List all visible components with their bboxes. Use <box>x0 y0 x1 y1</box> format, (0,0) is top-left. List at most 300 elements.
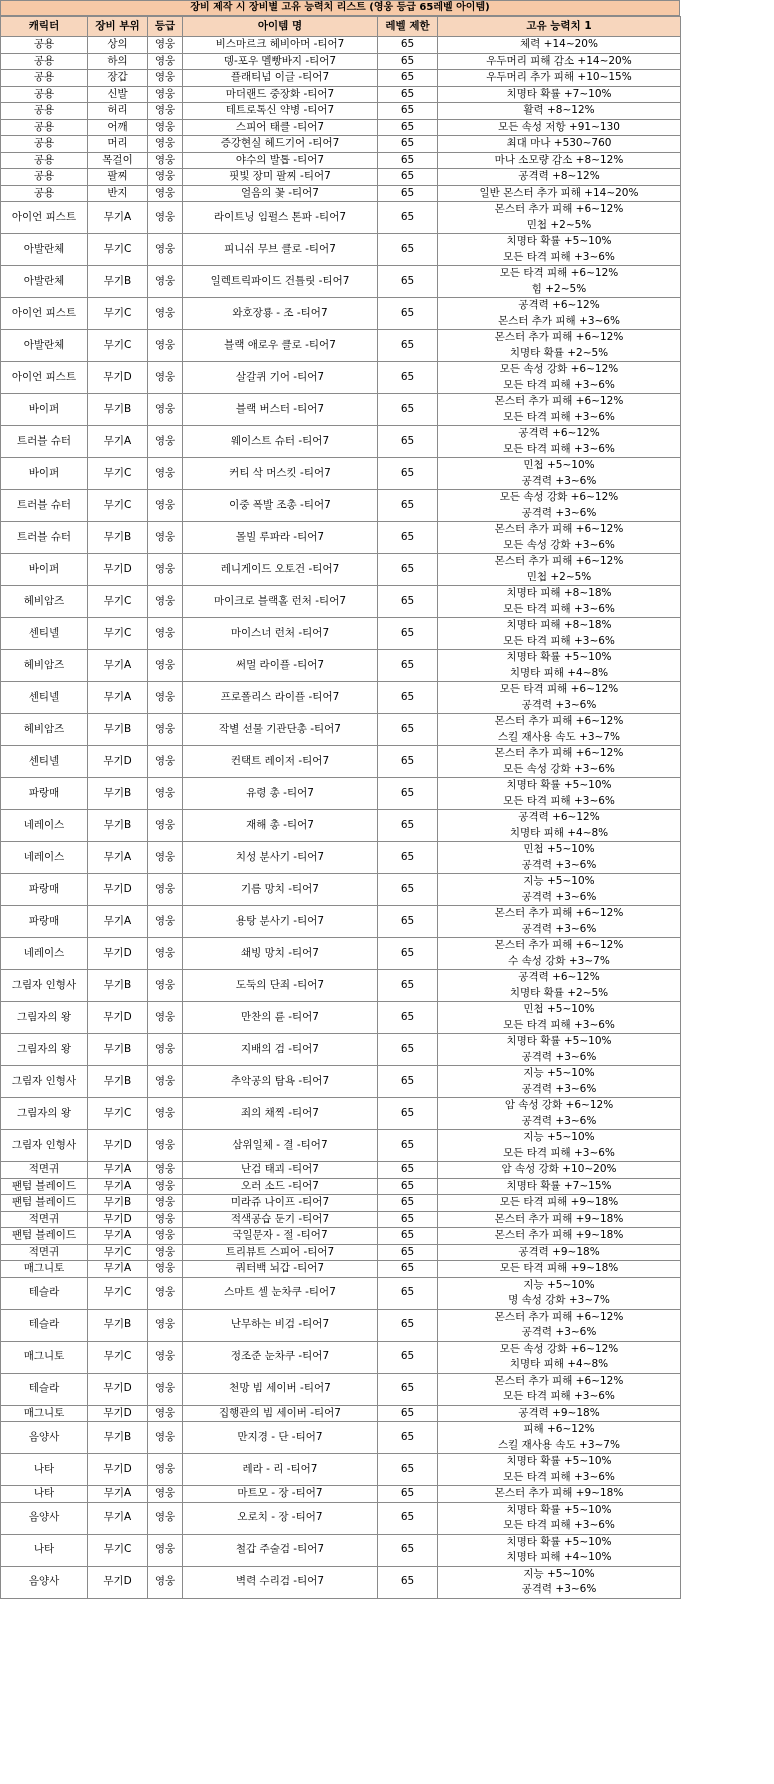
table-row <box>1 874 681 906</box>
cell-item-name: 유령 총 -티어7 <box>183 778 378 810</box>
cell-slot: 무기C <box>88 234 148 266</box>
table-row <box>1 1211 681 1228</box>
ability-line: 모든 타격 피해 +9~18% <box>499 1262 619 1274</box>
cell-character: 그림자 인형사 <box>1 1066 88 1098</box>
table-row <box>1 1534 681 1566</box>
cell-ability <box>438 234 681 266</box>
cell-item-name: 추악공의 탐욕 -티어7 <box>183 1066 378 1098</box>
cell-item-name: 마트모 - 장 -티어7 <box>183 1486 378 1503</box>
table-row <box>1 938 681 970</box>
table-row <box>1 103 681 120</box>
cell-ability <box>438 970 681 1002</box>
ability-line: 치명타 피해 +4~8% <box>509 826 609 839</box>
cell-character: 그림자의 왕 <box>1 1034 88 1066</box>
ability-line: 모든 타격 피해 +3~6% <box>503 1390 615 1402</box>
cell-slot: 무기A <box>88 1228 148 1245</box>
ability-line: 모든 속성 강화 +3~6% <box>503 762 615 775</box>
ability-line: 몬스터 추가 피해 +6~12% <box>494 395 624 407</box>
ability-line: 공격력 +6~12% <box>518 971 600 983</box>
ability-line: 지능 +5~10% <box>523 1067 595 1079</box>
cell-ability <box>438 185 681 202</box>
ability-line: 공격력 +6~12% <box>518 299 600 311</box>
cell-ability <box>438 1454 681 1486</box>
table-row <box>1 86 681 103</box>
ability-line: 모든 타격 피해 +3~6% <box>503 1470 615 1483</box>
cell-item-name: 야수의 발톱 -티어7 <box>183 152 378 169</box>
cell-character: 아이언 피스트 <box>1 298 88 330</box>
cell-character: 공용 <box>1 37 88 54</box>
cell-item-name: 웨이스트 슈터 -티어7 <box>183 426 378 458</box>
cell-grade: 영웅 <box>148 53 183 70</box>
ability-line: 몬스터 추가 피해 +9~18% <box>494 1487 624 1499</box>
cell-slot: 무기B <box>88 714 148 746</box>
ability-line: 민첩 +2~5% <box>526 570 592 583</box>
cell-slot: 무기B <box>88 1422 148 1454</box>
cell-ability <box>438 394 681 426</box>
cell-grade: 영웅 <box>148 1277 183 1309</box>
cell-slot: 무기A <box>88 1261 148 1278</box>
table-row <box>1 746 681 778</box>
cell-grade: 영웅 <box>148 714 183 746</box>
table-row <box>1 1002 681 1034</box>
cell-character: 공용 <box>1 70 88 87</box>
ability-line: 모든 타격 피해 +3~6% <box>503 250 615 263</box>
cell-item-name: 작별 선물 기관단총 -티어7 <box>183 714 378 746</box>
table-row <box>1 1228 681 1245</box>
cell-ability <box>438 778 681 810</box>
table-row <box>1 1309 681 1341</box>
ability-line: 공격력 +3~6% <box>521 1326 597 1338</box>
cell-character: 파랑매 <box>1 874 88 906</box>
cell-ability <box>438 86 681 103</box>
sheet-title: 장비 제작 시 장비별 고유 능력치 리스트 (영웅 등급 65레벨 아이템) <box>0 0 680 16</box>
cell-level: 65 <box>378 1534 438 1566</box>
cell-slot: 무기C <box>88 1098 148 1130</box>
cell-ability <box>438 266 681 298</box>
cell-slot: 무기C <box>88 1244 148 1261</box>
cell-ability <box>438 1566 681 1598</box>
cell-slot: 반지 <box>88 185 148 202</box>
table-row <box>1 810 681 842</box>
cell-grade: 영웅 <box>148 103 183 120</box>
header-grade: 등급 <box>148 17 183 37</box>
cell-item-name: 블랙 버스터 -티어7 <box>183 394 378 426</box>
cell-character: 나타 <box>1 1454 88 1486</box>
cell-slot: 무기B <box>88 522 148 554</box>
cell-level: 65 <box>378 522 438 554</box>
table-row <box>1 1066 681 1098</box>
ability-line: 공격력 +3~6% <box>521 506 597 519</box>
cell-grade: 영웅 <box>148 1534 183 1566</box>
cell-slot: 신발 <box>88 86 148 103</box>
cell-level: 65 <box>378 53 438 70</box>
table-row <box>1 266 681 298</box>
cell-level: 65 <box>378 1034 438 1066</box>
cell-level: 65 <box>378 298 438 330</box>
cell-ability <box>438 1195 681 1212</box>
cell-item-name: 천망 빔 세이버 -티어7 <box>183 1373 378 1405</box>
cell-grade: 영웅 <box>148 970 183 1002</box>
cell-grade: 영웅 <box>148 906 183 938</box>
cell-level: 65 <box>378 1244 438 1261</box>
table-row <box>1 362 681 394</box>
cell-ability <box>438 37 681 54</box>
cell-character: 팬텀 블레이드 <box>1 1228 88 1245</box>
cell-level: 65 <box>378 169 438 186</box>
cell-item-name: 난무하는 비검 -티어7 <box>183 1309 378 1341</box>
ability-line: 모든 타격 피해 +3~6% <box>503 794 615 807</box>
table-row <box>1 394 681 426</box>
cell-item-name: 기름 망치 -티어7 <box>183 874 378 906</box>
table-row <box>1 522 681 554</box>
cell-slot: 무기A <box>88 1178 148 1195</box>
table-row <box>1 586 681 618</box>
cell-item-name: 도둑의 단죄 -티어7 <box>183 970 378 1002</box>
cell-character: 매그니토 <box>1 1341 88 1373</box>
cell-level: 65 <box>378 1098 438 1130</box>
cell-slot: 무기D <box>88 1454 148 1486</box>
cell-slot: 팔찌 <box>88 169 148 186</box>
cell-character: 음양사 <box>1 1566 88 1598</box>
cell-character: 적면귀 <box>1 1244 88 1261</box>
ability-line: 치명타 피해 +8~18% <box>506 619 612 631</box>
table-row <box>1 714 681 746</box>
cell-character: 팬텀 블레이드 <box>1 1195 88 1212</box>
cell-grade: 영웅 <box>148 1002 183 1034</box>
ability-line: 치명타 확률 +5~10% <box>506 1503 612 1516</box>
ability-line: 모든 타격 피해 +3~6% <box>503 1519 615 1531</box>
table-row <box>1 185 681 202</box>
cell-grade: 영웅 <box>148 1566 183 1598</box>
cell-character: 센티넬 <box>1 618 88 650</box>
cell-character: 아발란체 <box>1 234 88 266</box>
cell-slot: 하의 <box>88 53 148 70</box>
cell-slot: 무기B <box>88 810 148 842</box>
ability-line: 민첩 +5~10% <box>523 459 595 471</box>
ability-line: 모든 타격 피해 +9~18% <box>499 1196 619 1208</box>
cell-level: 65 <box>378 490 438 522</box>
cell-grade: 영웅 <box>148 202 183 234</box>
cell-slot: 무기D <box>88 1002 148 1034</box>
cell-level: 65 <box>378 202 438 234</box>
cell-grade: 영웅 <box>148 522 183 554</box>
cell-slot: 무기B <box>88 1066 148 1098</box>
cell-item-name: 비스마르크 헤비아머 -티어7 <box>183 37 378 54</box>
ability-line: 지능 +5~10% <box>523 1131 595 1143</box>
cell-ability <box>438 1228 681 1245</box>
cell-level: 65 <box>378 714 438 746</box>
table-row <box>1 842 681 874</box>
cell-ability <box>438 1486 681 1503</box>
ability-line: 치명타 확률 +5~10% <box>506 779 612 791</box>
cell-ability <box>438 1244 681 1261</box>
cell-ability <box>438 152 681 169</box>
cell-character: 바이퍼 <box>1 554 88 586</box>
ability-line: 모든 타격 피해 +6~12% <box>499 683 619 695</box>
cell-grade: 영웅 <box>148 842 183 874</box>
cell-grade: 영웅 <box>148 490 183 522</box>
cell-item-name: 커티 삭 머스킷 -티어7 <box>183 458 378 490</box>
ability-line: 암 속성 강화 +10~20% <box>501 1163 617 1175</box>
ability-line: 체력 +14~20% <box>520 38 598 50</box>
ability-line: 몬스터 추가 피해 +6~12% <box>494 747 624 759</box>
cell-ability <box>438 618 681 650</box>
cell-item-name: 핏빛 장미 팔찌 -티어7 <box>183 169 378 186</box>
cell-grade: 영웅 <box>148 152 183 169</box>
cell-level: 65 <box>378 185 438 202</box>
cell-ability <box>438 1277 681 1309</box>
cell-character: 테슬라 <box>1 1277 88 1309</box>
cell-level: 65 <box>378 682 438 714</box>
ability-line: 몬스터 추가 피해 +6~12% <box>494 523 624 535</box>
cell-item-name: 얼음의 꽃 -티어7 <box>183 185 378 202</box>
cell-level: 65 <box>378 1228 438 1245</box>
ability-line: 몬스터 추가 피해 +6~12% <box>494 939 624 951</box>
cell-character: 바이퍼 <box>1 458 88 490</box>
ability-line: 모든 타격 피해 +3~6% <box>503 1146 615 1159</box>
cell-level: 65 <box>378 1130 438 1162</box>
cell-item-name: 뎅-포우 멜빵바지 -티어7 <box>183 53 378 70</box>
cell-character: 그림자 인형사 <box>1 970 88 1002</box>
cell-item-name: 라이트닝 임펄스 톤파 -티어7 <box>183 202 378 234</box>
ability-line: 스킬 재사용 속도 +3~7% <box>498 730 620 743</box>
ability-line: 공격력 +6~12% <box>518 811 600 823</box>
cell-item-name: 피니쉬 무브 클로 -티어7 <box>183 234 378 266</box>
cell-ability <box>438 169 681 186</box>
cell-level: 65 <box>378 1002 438 1034</box>
cell-slot: 무기A <box>88 1162 148 1179</box>
cell-grade: 영웅 <box>148 1422 183 1454</box>
cell-level: 65 <box>378 1502 438 1534</box>
table-row <box>1 1502 681 1534</box>
cell-item-name: 마더랜드 중장화 -티어7 <box>183 86 378 103</box>
cell-grade: 영웅 <box>148 1178 183 1195</box>
cell-item-name: 치성 분사기 -티어7 <box>183 842 378 874</box>
ability-line: 몬스터 추가 피해 +3~6% <box>498 314 620 327</box>
cell-grade: 영웅 <box>148 1309 183 1341</box>
cell-grade: 영웅 <box>148 1130 183 1162</box>
table-row <box>1 1098 681 1130</box>
cell-item-name: 몰빌 루파라 -티어7 <box>183 522 378 554</box>
cell-level: 65 <box>378 330 438 362</box>
cell-level: 65 <box>378 874 438 906</box>
cell-slot: 무기D <box>88 938 148 970</box>
cell-item-name: 삼위일체 - 결 -티어7 <box>183 1130 378 1162</box>
cell-ability <box>438 1211 681 1228</box>
cell-grade: 영웅 <box>148 1162 183 1179</box>
cell-grade: 영웅 <box>148 1098 183 1130</box>
cell-item-name: 오로치 - 장 -티어7 <box>183 1502 378 1534</box>
ability-line: 치명타 확률 +5~10% <box>506 1035 612 1047</box>
cell-character: 공용 <box>1 103 88 120</box>
cell-slot: 상의 <box>88 37 148 54</box>
ability-line: 모든 타격 피해 +3~6% <box>503 442 615 455</box>
cell-slot: 무기B <box>88 1309 148 1341</box>
ability-line: 공격력 +3~6% <box>521 1050 597 1063</box>
cell-character: 테슬라 <box>1 1309 88 1341</box>
table-row <box>1 426 681 458</box>
table-row <box>1 1486 681 1503</box>
cell-slot: 무기D <box>88 874 148 906</box>
ability-line: 공격력 +3~6% <box>521 1082 597 1095</box>
cell-ability <box>438 842 681 874</box>
table-row <box>1 1422 681 1454</box>
ability-line: 명 속성 강화 +3~7% <box>508 1294 610 1306</box>
ability-line: 최대 마나 +530~760 <box>506 137 612 149</box>
item-table <box>0 16 681 1599</box>
table-row <box>1 169 681 186</box>
cell-grade: 영웅 <box>148 1034 183 1066</box>
cell-grade: 영웅 <box>148 330 183 362</box>
cell-level: 65 <box>378 103 438 120</box>
cell-grade: 영웅 <box>148 618 183 650</box>
cell-character: 공용 <box>1 136 88 153</box>
cell-item-name: 테트로톡신 약병 -티어7 <box>183 103 378 120</box>
cell-grade: 영웅 <box>148 119 183 136</box>
cell-grade: 영웅 <box>148 746 183 778</box>
cell-slot: 무기D <box>88 1566 148 1598</box>
cell-ability <box>438 202 681 234</box>
cell-item-name: 마이스너 런처 -티어7 <box>183 618 378 650</box>
cell-slot: 무기A <box>88 842 148 874</box>
cell-grade: 영웅 <box>148 586 183 618</box>
cell-grade: 영웅 <box>148 1244 183 1261</box>
cell-slot: 무기C <box>88 586 148 618</box>
cell-item-name: 증강현실 헤드기어 -티어7 <box>183 136 378 153</box>
ability-line: 모든 타격 피해 +6~12% <box>499 267 619 279</box>
cell-level: 65 <box>378 618 438 650</box>
cell-level: 65 <box>378 906 438 938</box>
ability-line: 모든 타격 피해 +3~6% <box>503 1018 615 1031</box>
ability-line: 치명타 확률 +5~10% <box>506 1455 612 1467</box>
cell-level: 65 <box>378 234 438 266</box>
cell-ability <box>438 522 681 554</box>
cell-level: 65 <box>378 810 438 842</box>
table-row <box>1 490 681 522</box>
ability-line: 모든 속성 강화 +6~12% <box>499 363 619 375</box>
ability-line: 힘 +2~5% <box>531 282 587 295</box>
cell-slot: 무기B <box>88 970 148 1002</box>
table-row <box>1 53 681 70</box>
cell-grade: 영웅 <box>148 37 183 54</box>
cell-ability <box>438 746 681 778</box>
ability-line: 공격력 +3~6% <box>521 1583 597 1595</box>
cell-grade: 영웅 <box>148 136 183 153</box>
ability-line: 민첩 +5~10% <box>523 843 595 855</box>
table-row <box>1 1373 681 1405</box>
cell-level: 65 <box>378 1066 438 1098</box>
cell-item-name: 일렉트릭파이드 건틀릿 -티어7 <box>183 266 378 298</box>
table-row <box>1 618 681 650</box>
ability-line: 몬스터 추가 피해 +6~12% <box>494 331 624 343</box>
cell-slot: 무기C <box>88 458 148 490</box>
cell-level: 65 <box>378 1178 438 1195</box>
cell-slot: 무기C <box>88 1534 148 1566</box>
table-row <box>1 330 681 362</box>
table-row <box>1 970 681 1002</box>
ability-line: 암 속성 강화 +6~12% <box>504 1099 614 1111</box>
ability-line: 치명타 확률 +5~10% <box>506 651 612 663</box>
cell-character: 파랑매 <box>1 778 88 810</box>
cell-character: 공용 <box>1 86 88 103</box>
table-row <box>1 298 681 330</box>
cell-level: 65 <box>378 1277 438 1309</box>
ability-line: 몬스터 추가 피해 +6~12% <box>494 1374 624 1387</box>
cell-slot: 무기C <box>88 1277 148 1309</box>
cell-item-name: 트리뷰트 스피어 -티어7 <box>183 1244 378 1261</box>
cell-grade: 영웅 <box>148 1454 183 1486</box>
table-row <box>1 682 681 714</box>
cell-character: 바이퍼 <box>1 394 88 426</box>
cell-grade: 영웅 <box>148 426 183 458</box>
cell-slot: 어깨 <box>88 119 148 136</box>
cell-slot: 무기B <box>88 1195 148 1212</box>
cell-slot: 무기C <box>88 330 148 362</box>
cell-level: 65 <box>378 1341 438 1373</box>
ability-line: 치명타 확률 +5~10% <box>506 235 612 247</box>
cell-character: 공용 <box>1 119 88 136</box>
cell-item-name: 용탕 분사기 -티어7 <box>183 906 378 938</box>
cell-grade: 영웅 <box>148 86 183 103</box>
cell-level: 65 <box>378 136 438 153</box>
cell-character: 팬텀 블레이드 <box>1 1178 88 1195</box>
header-item-name: 아이템 명 <box>183 17 378 37</box>
ability-line: 치명타 확률 +2~5% <box>509 346 609 359</box>
table-row <box>1 37 681 54</box>
cell-grade: 영웅 <box>148 169 183 186</box>
cell-level: 65 <box>378 1422 438 1454</box>
cell-level: 65 <box>378 650 438 682</box>
ability-line: 지능 +5~10% <box>523 1278 595 1291</box>
cell-grade: 영웅 <box>148 650 183 682</box>
cell-level: 65 <box>378 1162 438 1179</box>
cell-grade: 영웅 <box>148 1195 183 1212</box>
ability-line: 몬스터 추가 피해 +9~18% <box>494 1229 624 1241</box>
cell-slot: 무기B <box>88 266 148 298</box>
header-ability: 고유 능력치 1 <box>438 17 681 37</box>
cell-ability <box>438 1309 681 1341</box>
ability-line: 공격력 +3~6% <box>521 1114 597 1127</box>
cell-level: 65 <box>378 842 438 874</box>
cell-level: 65 <box>378 458 438 490</box>
table-row <box>1 1261 681 1278</box>
ability-line: 모든 속성 강화 +6~12% <box>499 491 619 503</box>
cell-grade: 영웅 <box>148 266 183 298</box>
ability-line: 치명타 피해 +4~8% <box>509 666 609 679</box>
table-row <box>1 1454 681 1486</box>
table-row <box>1 119 681 136</box>
ability-line: 모든 타격 피해 +3~6% <box>503 378 615 391</box>
cell-slot: 무기B <box>88 778 148 810</box>
cell-level: 65 <box>378 586 438 618</box>
cell-level: 65 <box>378 970 438 1002</box>
cell-ability <box>438 938 681 970</box>
cell-slot: 무기C <box>88 1341 148 1373</box>
cell-ability <box>438 458 681 490</box>
cell-character: 트러블 슈터 <box>1 426 88 458</box>
cell-character: 적면귀 <box>1 1162 88 1179</box>
ability-line: 모든 타격 피해 +3~6% <box>503 634 615 647</box>
cell-character: 네레이스 <box>1 938 88 970</box>
table-row <box>1 1405 681 1422</box>
cell-item-name: 국일문자 - 절 -티어7 <box>183 1228 378 1245</box>
table-row <box>1 1130 681 1162</box>
cell-level: 65 <box>378 394 438 426</box>
cell-grade: 영웅 <box>148 234 183 266</box>
cell-ability <box>438 330 681 362</box>
table-row <box>1 1034 681 1066</box>
ability-line: 피해 +6~12% <box>523 1423 595 1435</box>
